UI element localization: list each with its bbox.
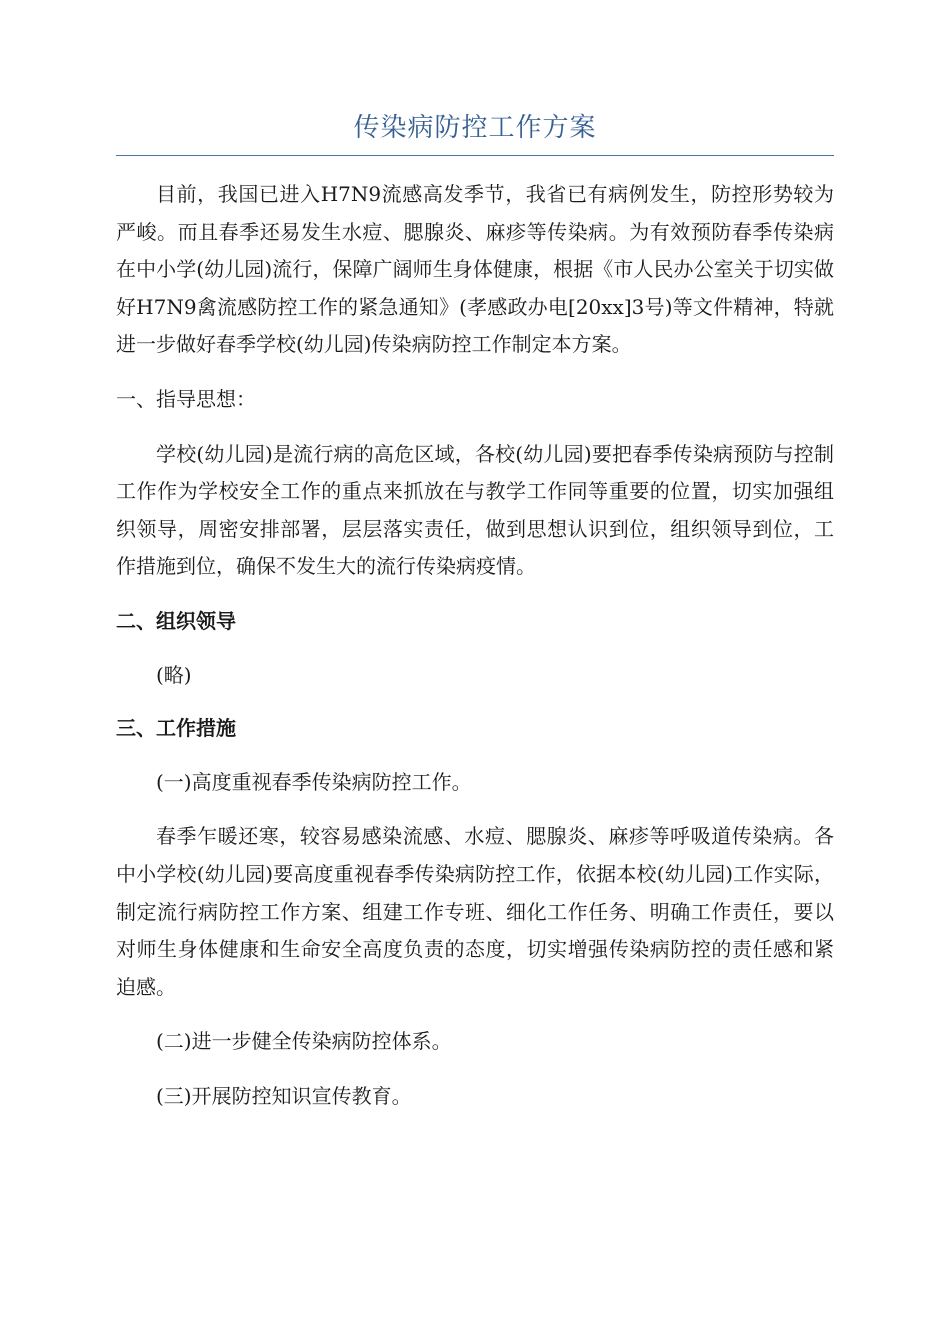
measure-paragraph-1: 春季乍暖还寒，较容易感染流感、水痘、腮腺炎、麻疹等呼吸道传染病。各中小学校(幼儿园)要高度重视春季传染病防控工作，依据本校(幼儿园)工作实际，制定流行病防控工作方案、组建工作专班、细化工作任务、明确工作责任，要以对师生身体健康和生命安全高度负责的态度，切实增强传染病防控的责任感和紧迫感。	[116, 824, 834, 999]
measure-heading-1: (一)高度重视春季传染病防控工作。	[156, 769, 472, 794]
measure-heading-2: (二)进一步健全传染病防控体系。	[156, 1029, 452, 1054]
section-heading-measures: 三、工作措施	[116, 716, 236, 741]
guiding-ideology-paragraph: 学校(幼儿园)是流行病的高危区域，各校(幼儿园)要把春季传染病预防与控制工作作为学校安全工作的重点来抓放在与教学工作同等重要的位置，切实加强组织领导，周密安排部署，层层落实责任，做到思想认识到位，组织领导到位，工作措施到位，确保不发生大的流行传染病疫情。	[116, 441, 834, 579]
document-body	[116, 176, 834, 1115]
document-title: 传染病防控工作方案	[353, 113, 597, 143]
title-block	[116, 108, 834, 156]
organization-paragraph: (略)	[156, 662, 192, 687]
section-heading-organization: 二、组织领导	[116, 608, 236, 633]
section-heading-guiding-ideology: 一、指导思想：	[116, 386, 256, 411]
measure-heading-3: (三)开展防控知识宣传教育。	[156, 1083, 412, 1108]
intro-paragraph: 目前，我国已进入H7N9流感高发季节，我省已有病例发生，防控形势较为严峻。而且春季还易发生水痘、腮腺炎、麻疹等传染病。为有效预防春季传染病在中小学(幼儿园)流行，保障广阔师生身体健康，根据《市人民办公室关于切实做好H7N9禽流感防控工作的紧急通知》(孝感政办电[20xx]3号)等文件精神，特就进一步做好春季学校(幼儿园)传染病防控工作制定本方案。	[116, 182, 834, 357]
